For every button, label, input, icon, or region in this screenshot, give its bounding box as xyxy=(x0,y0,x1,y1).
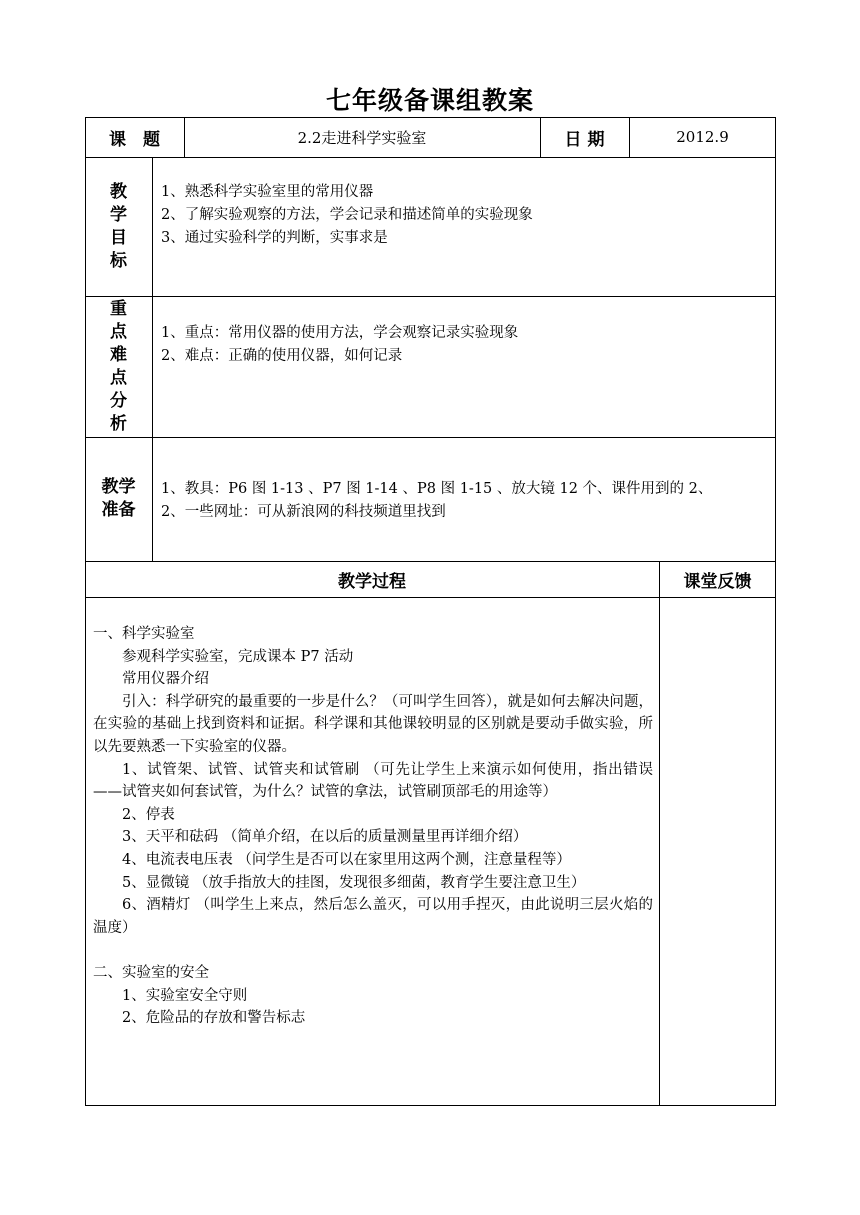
col-divider-left-labels xyxy=(152,157,153,561)
key-points-content xyxy=(161,322,771,368)
key-point-item: 2、难点：正确的使用仪器，如何记录 xyxy=(161,348,403,364)
date-value: 2012.9 xyxy=(676,128,729,146)
teaching-goal-item: 1、熟悉科学实验室里的常用仪器 xyxy=(161,184,374,200)
process-paragraph: 常用仪器介绍 xyxy=(122,671,209,688)
topic-value: 2.2走进科学实验室 xyxy=(297,128,427,147)
key-points-label-char: 析 xyxy=(110,413,127,434)
feedback-header: 课堂反馈 xyxy=(683,571,752,592)
key-points-label-char: 点 xyxy=(110,367,127,388)
teaching-goals-label-char: 学 xyxy=(110,204,127,225)
teaching-goals-label-char: 教 xyxy=(110,181,127,202)
teaching-goal-item: 2、了解实验观察的方法，学会记录和描述简单的实验现象 xyxy=(161,207,533,223)
preparation-label-line: 准备 xyxy=(101,500,136,520)
teaching-goals-content xyxy=(161,181,771,250)
instrument-item: 5、显微镜 （放手指放大的挂图，发现很多细菌，教育学生要注意卫生） xyxy=(122,874,586,891)
key-points-label-char: 分 xyxy=(110,390,127,411)
teaching-goals-label xyxy=(85,157,152,296)
preparation-content xyxy=(161,478,773,524)
feedback-column xyxy=(660,598,775,1105)
instrument-item: 1、试管架、试管、试管夹和试管刷 （可先让学生上来演示如何使用，指出错误——试管夹如何套试管，为什么？试管的拿法，试管刷顶部毛的用途等） xyxy=(93,761,653,801)
instrument-item: 3、天平和砝码 （简单介绍，在以后的质量测量里再详细介绍） xyxy=(122,829,528,846)
document-title: 七年级备课组教案 xyxy=(325,86,534,115)
section-title: 二、实验室的安全 xyxy=(93,964,209,981)
process-paragraph: 参观科学实验室，完成课本 P7 活动 xyxy=(122,648,354,665)
key-point-item: 1、重点：常用仪器的使用方法，学会观察记录实验现象 xyxy=(161,325,519,341)
row-divider-header xyxy=(85,157,776,158)
blank-line xyxy=(93,939,653,962)
preparation-label xyxy=(85,437,152,561)
safety-item: 1、实验室安全守则 xyxy=(122,987,248,1004)
preparation-item: 2、一些网址：可从新浪网的科技频道里找到 xyxy=(161,504,446,520)
date-label: 日 期 xyxy=(564,129,605,150)
row-divider-key-points xyxy=(85,437,776,438)
instrument-item: 6、酒精灯 （叫学生上来点，然后怎么盖灭，可以用手捏灭，由此说明三层火焰的温度） xyxy=(93,897,653,936)
key-points-label xyxy=(85,296,152,437)
teaching-goals-label-char: 目 xyxy=(110,227,127,248)
teaching-goals-label-char: 标 xyxy=(110,250,127,271)
key-points-label-char: 重 xyxy=(110,298,127,319)
row-divider-goals xyxy=(85,296,776,297)
section-title: 一、科学实验室 xyxy=(93,626,195,642)
key-points-label-char: 点 xyxy=(110,321,127,342)
instrument-item: 4、电流表电压表 （问学生是否可以在家里用这两个测，注意量程等） xyxy=(122,851,571,868)
teaching-process-content xyxy=(93,623,653,1101)
key-points-label-char: 难 xyxy=(110,344,127,365)
process-paragraph: 引入：科学研究的最重要的一步是什么？（可叫学生回答），就是如何去解决问题，在实验的基础上找到资料和证据。科学课和其他课较明显的区别就是要动手做实验，所以先要熟悉一下实验室的仪器。 xyxy=(93,693,653,755)
preparation-item: 1、教具：P6 图 1-13 、P7 图 1-14 、P8 图 1-15 、放大镜 12 个、课件用到的 2、 xyxy=(161,481,713,497)
teaching-goal-item: 3、通过实验科学的判断，实事求是 xyxy=(161,230,388,246)
preparation-label-line: 教学 xyxy=(101,477,136,497)
instrument-item: 2、停表 xyxy=(122,806,175,823)
safety-item: 2、危险品的存放和警告标志 xyxy=(122,1010,306,1027)
topic-label: 课 题 xyxy=(109,129,160,150)
process-header: 教学过程 xyxy=(338,571,406,592)
